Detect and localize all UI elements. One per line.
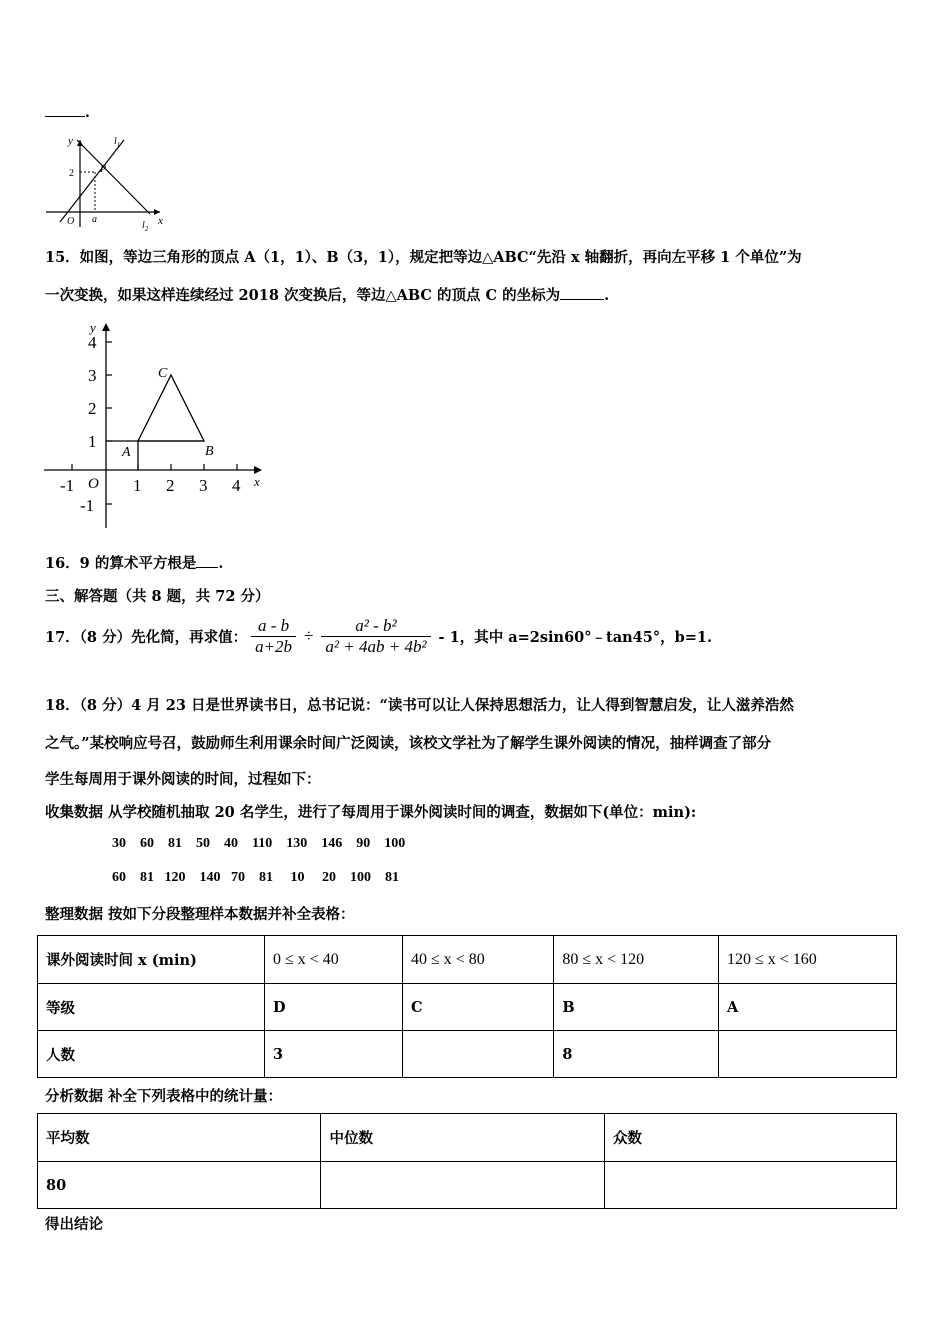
answer-cell[interactable] — [718, 1031, 896, 1078]
top-answer-blank: . — [45, 104, 90, 121]
fig15-point-c: C — [158, 366, 168, 381]
fig14-p-label: P — [100, 164, 107, 175]
table-cell: 3 — [265, 1031, 403, 1078]
table-cell: 80 ≤ x < 120 — [554, 936, 719, 984]
table-cell: A — [718, 984, 896, 1031]
q18-data-row2: 60 81 120 140 70 81 10 20 100 81 — [112, 870, 399, 885]
q18-conclusion: 得出结论 — [45, 1216, 103, 1233]
table-cell: 课外阅读时间 x (min) — [38, 936, 265, 984]
answer-cell[interactable] — [403, 1031, 554, 1078]
table-row — [38, 936, 897, 984]
q17-fraction1-denominator: a+2b — [255, 636, 293, 656]
fig14-o-label: O — [67, 216, 75, 227]
table-cell: 众数 — [604, 1114, 896, 1162]
figure-14-graph — [42, 132, 172, 232]
table-row — [38, 984, 897, 1031]
q16: 16．9 的算术平方根是 . — [45, 555, 224, 572]
fig15-point-a: A — [122, 445, 131, 460]
q18-line1: 18．（8 分）4 月 23 日是世界读书日，总书记说：“读书可以让人保持思想活力，让人得到智慧启发，让人滋养浩然 — [45, 697, 794, 714]
fig15-xtick: 4 — [232, 476, 241, 495]
table-cell: 80 — [38, 1162, 321, 1209]
q15-line2: 一次变换，如果这样连续经过 2018 次变换后，等边△ABC 的顶点 C 的坐标为 . — [45, 287, 610, 304]
answer-cell[interactable] — [604, 1162, 896, 1209]
table-cell: D — [265, 984, 403, 1031]
table-row — [38, 1162, 897, 1209]
figure-15-graph — [42, 318, 272, 533]
fig15-ytick: 2 — [88, 399, 97, 418]
q17-fraction2-denominator: a² + 4ab + 4b² — [325, 636, 427, 656]
fig15-xtick: 1 — [133, 476, 142, 495]
q18-analyze: 分析数据 补全下列表格中的统计量： — [45, 1088, 283, 1105]
fig14-l2-label: $l_2$ — [142, 220, 149, 232]
table-cell: 等级 — [38, 984, 265, 1031]
section-3-heading: 三、解答题（共 8 题，共 72 分） — [45, 588, 270, 605]
fig15-ytick: 3 — [88, 366, 97, 385]
fig14-two-label: 2 — [69, 168, 74, 179]
fig15-origin: O — [88, 476, 99, 492]
table-cell: C — [403, 984, 554, 1031]
table-row — [38, 1114, 897, 1162]
table-cell: B — [554, 984, 719, 1031]
fig15-xtick: 2 — [166, 476, 175, 495]
table-cell: 8 — [554, 1031, 719, 1078]
fig15-x-label: x — [254, 474, 260, 489]
frequency-table — [37, 935, 897, 1078]
table-cell: 中位数 — [321, 1114, 604, 1162]
answer-cell[interactable] — [321, 1162, 604, 1209]
fig15-point-b: B — [205, 444, 214, 459]
q15-line1: 15．如图，等边三角形的顶点 A（1，1）、B（3，1），规定把等边△ABC“先沿 x 轴翻折，再向左平移 1 个单位”为 — [45, 249, 802, 266]
table-cell: 0 ≤ x < 40 — [265, 936, 403, 984]
fig14-l1-label: $l_1$ — [114, 136, 121, 149]
fig15-xtick: 3 — [199, 476, 208, 495]
q17-fraction2-numerator: a² - b² — [355, 615, 397, 635]
fig15-ytick: -1 — [80, 496, 95, 515]
fig15-xtick: -1 — [60, 476, 75, 495]
q17-divide: ÷ — [304, 626, 314, 645]
fig14-a-label: a — [92, 214, 97, 225]
fig15-y-label: y — [90, 320, 96, 335]
table-cell: 人数 — [38, 1031, 265, 1078]
q18-line3: 学生每周用于课外阅读的时间，过程如下： — [45, 771, 321, 788]
q17: 17．（8 分）先化简，再求值： a - b a+2b ÷ a² - b² a² + 4ab + 4b² - 1，其中 a=2sin60°﹣tan45°，b=1. — [45, 615, 713, 656]
q18-organize: 整理数据 按如下分段整理样本数据并补全表格： — [45, 906, 355, 923]
table-row — [38, 1031, 897, 1078]
q18-line2: 之气。”某校响应号召，鼓励师生利用课余时间广泛阅读，该校文学社为了解学生课外阅读的情况，抽样调查了部分 — [45, 735, 772, 752]
statistics-table — [37, 1113, 897, 1209]
fig15-ytick: 4 — [88, 333, 97, 352]
table-cell: 120 ≤ x < 160 — [718, 936, 896, 984]
fig14-y-label: y — [68, 135, 73, 147]
q18-data-row1: 30 60 81 50 40 110 130 146 90 100 — [112, 836, 406, 851]
q18-collect: 收集数据 从学校随机抽取 20 名学生，进行了每周用于课外阅读时间的调查，数据如下(单位：min): — [45, 804, 697, 821]
table-cell: 40 ≤ x < 80 — [403, 936, 554, 984]
fig15-ytick: 1 — [88, 432, 97, 451]
fig14-x-label: x — [158, 215, 163, 227]
q17-fraction1-numerator: a - b — [257, 615, 290, 635]
table-cell: 平均数 — [38, 1114, 321, 1162]
